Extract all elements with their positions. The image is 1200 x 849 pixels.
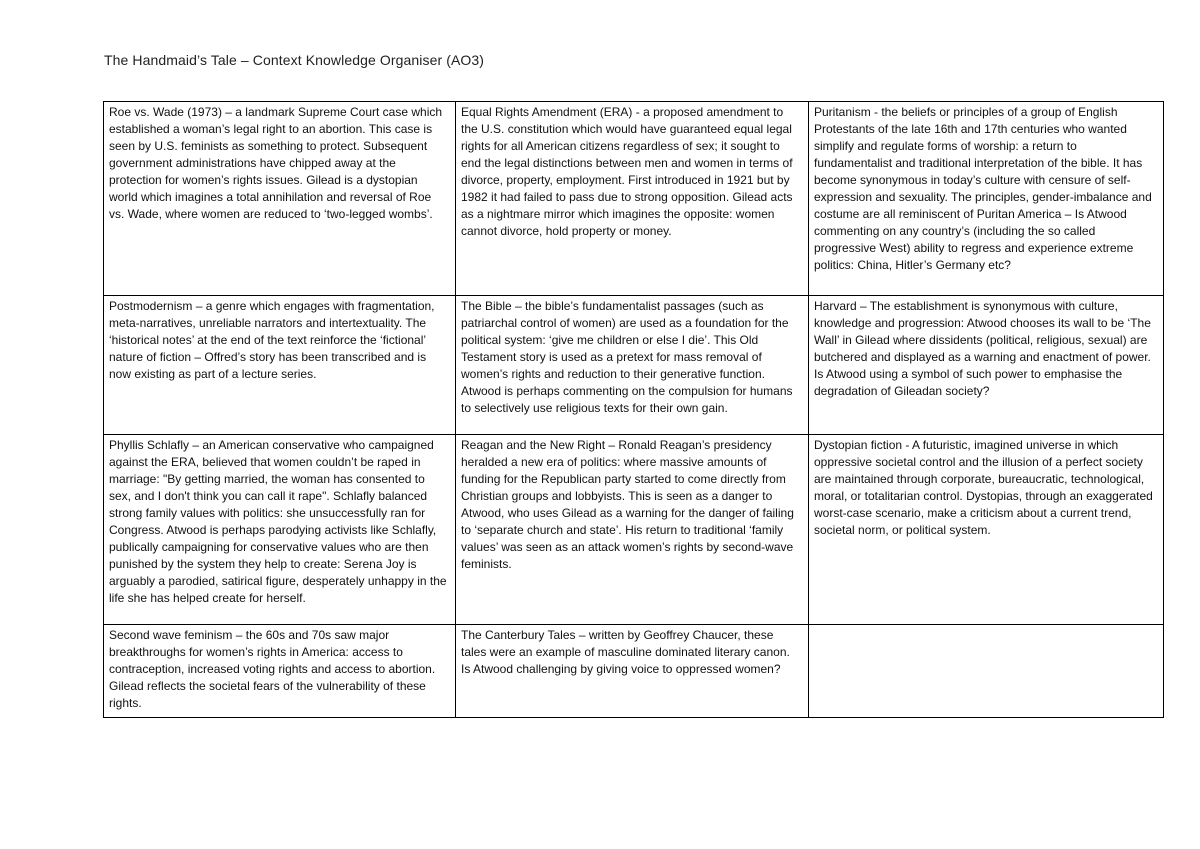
- table-row: [104, 435, 1164, 625]
- puritanism-cell: Puritanism - the beliefs or principles of a group of English Protestants of the late 16th and 17th centuries who wanted simplify and regulate forms of worship: a return to fundamentalist and traditional interpretation of the bible. It has become synonymous in today’s culture with censure of self-expression and sexuality. The principles, gender-imbalance and costume are all reminiscent of Puritan America – Is Atwood commenting on any country’s (including the so called progressive West) ability to regress and experience extreme politics: China, Hitler’s Germany etc?: [809, 102, 1164, 296]
- table-row: [104, 102, 1164, 296]
- empty-cell: [809, 625, 1164, 718]
- roe-vs-wade-cell: Roe vs. Wade (1973) – a landmark Supreme Court case which established a woman’s legal right to an abortion. This case is seen by U.S. feminists as something to protect. Subsequent government administrations have chipped away at the protection for women’s rights issues. Gilead is a dystopian world which imagines a total annihilation and reversal of Roe vs. Wade, where women are reduced to ‘two-legged wombs’.: [104, 102, 456, 296]
- table-row: [104, 625, 1164, 718]
- reagan-new-right-cell: Reagan and the New Right – Ronald Reagan’s presidency heralded a new era of politics: where massive amounts of funding for the Republican party started to come directly from Christian groups and lobbyists. This is seen as a danger to Atwood, who uses Gilead as a warning for the danger of failing to ‘separate church and state’. His return to traditional ‘family values’ was seen as an attack women’s rights by second-wave feminists.: [456, 435, 809, 625]
- phyllis-schlafly-cell: Phyllis Schlafly – an American conservative who campaigned against the ERA, believed that women couldn’t be raped in marriage: "By getting married, the woman has consented to sex, and I don't think you can call it rape". Schlafly balanced strong family values with politics: she unsuccessfully ran for Congress. Atwood is perhaps parodying activists like Schlafly, publically campaigning for conservative values who are then punished by the system they help to create: Serena Joy is arguably a parodied, satirical figure, desperately unhappy in the life she has helped create for herself.: [104, 435, 456, 625]
- second-wave-feminism-cell: Second wave feminism – the 60s and 70s saw major breakthroughs for women’s rights in America: access to contraception, increased voting rights and access to abortion. Gilead reflects the societal fears of the vulnerability of these rights.: [104, 625, 456, 718]
- equal-rights-amendment-cell: Equal Rights Amendment (ERA) - a proposed amendment to the U.S. constitution which would have guaranteed equal legal rights for all American citizens regardless of sex; it sought to end the legal distinctions between men and women in terms of divorce, property, employment. First introduced in 1921 but by 1982 it had failed to pass due to strong opposition. Gilead acts as a nightmare mirror which imagines the opposite: women cannot divorce, hold property or money.: [456, 102, 809, 296]
- harvard-cell: Harvard – The establishment is synonymous with culture, knowledge and progression: Atwood chooses its wall to be ‘The Wall’ in Gilead where dissidents (political, religious, sexual) are butchered and displayed as a warning and enactment of power. Is Atwood using a symbol of such power to emphasise the degradation of Gileadan society?: [809, 296, 1164, 435]
- postmodernism-cell: Postmodernism – a genre which engages with fragmentation, meta-narratives, unreliable narrators and intertextuality. The ‘historical notes’ at the end of the text reinforce the ‘fictional’ nature of fiction – Offred’s story has been transcribed and is now existing as part of a lecture series.: [104, 296, 456, 435]
- table-row: [104, 296, 1164, 435]
- document-title: The Handmaid’s Tale – Context Knowledge Organiser (AO3): [104, 52, 485, 68]
- canterbury-tales-cell: The Canterbury Tales – written by Geoffrey Chaucer, these tales were an example of masculine dominated literary canon. Is Atwood challenging by giving voice to oppressed women?: [456, 625, 809, 718]
- the-bible-cell: The Bible – the bible’s fundamentalist passages (such as patriarchal control of women) are used as a foundation for the political system: ‘give me children or else I die’. This Old Testament story is used as a pretext for mass removal of women’s rights and reduction to their generative function. Atwood is perhaps commenting on the compulsion for humans to selectively use religious texts for their own gain.: [456, 296, 809, 435]
- dystopian-fiction-cell: Dystopian fiction - A futuristic, imagined universe in which oppressive societal control and the illusion of a perfect society are maintained through corporate, bureaucratic, technological, moral, or totalitarian control. Dystopias, through an exaggerated worst-case scenario, make a criticism about a current trend, societal norm, or political system.: [809, 435, 1164, 625]
- knowledge-organiser-table: [103, 101, 1164, 718]
